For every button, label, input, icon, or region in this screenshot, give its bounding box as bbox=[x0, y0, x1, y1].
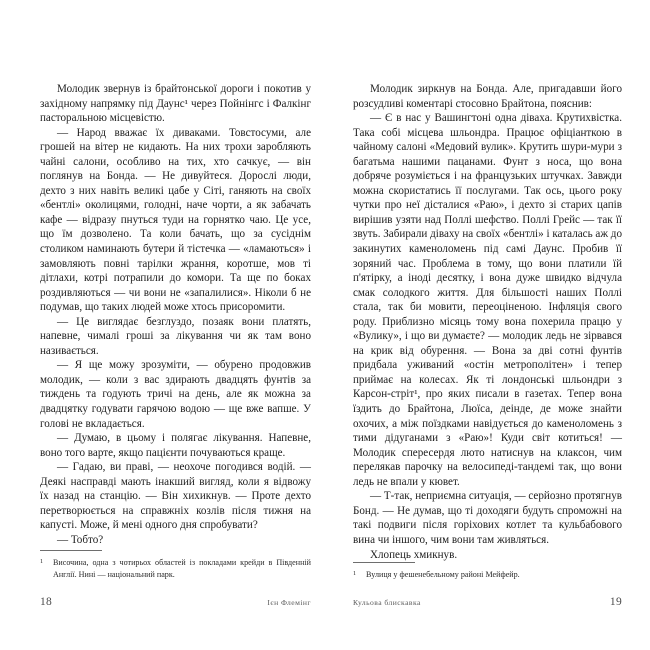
paragraph: — Гадаю, ви праві, — неохоче погодився водій. — Деякі насправді мають інакший вигляд, коли я відвожу їх назад на станцію. — Він хихикнув. — Проте дехто перетворюється на справжніх козлів після тижня на капусті. Може, й мені одного дня спробувати? bbox=[40, 461, 311, 532]
footnote bbox=[353, 569, 622, 580]
left-page-body bbox=[40, 82, 311, 548]
right-page-body bbox=[353, 82, 622, 562]
right-page-footnotes bbox=[353, 562, 622, 580]
paragraph: Молодик зиркнув на Бонда. Але, пригадавши його розсудливі коментарі стосовно Брайтона, пояснив: bbox=[353, 83, 622, 110]
paragraph: — Народ вважає їх диваками. Товстосуми, але грошей на вітер не кидають. На них трохи заробляють чайні салони, особливо на тих, хто сачкує, — він поглянув на Бонда. — Не дивуйтеся. Дорослі люди, дехто з них навіть великі цабе у Сіті, ганяють на своїх «бентлі» околицями, голодні, наче чорти, а як забачать кафе — відразу пнуться туди на горнятко чаю. Це усе, що їм дозволено. Та коли бачать, що за сусіднім столиком наминають бутери й тістечка — «ламаються» і замовляють повні тарілки жрання, коротше, мов ті дітлахи, котрі потрапили до комори. Та ще по боках роздивляються — чи вони не «запалилися». Ніколи б не подумав, що таких людей може хтось присоромити. bbox=[40, 126, 311, 314]
paragraph: — Це виглядає безглуздо, позаяк вони платять, напевне, чималі гроші за лікування чи як там воно називається. bbox=[40, 315, 311, 357]
paragraph: Хлопець хмикнув. bbox=[370, 548, 458, 561]
footnote-text: Вулиця у фешенебельному районі Мейфейр. bbox=[366, 569, 520, 579]
paragraph: — Т-так, неприємна ситуація, — серйозно протягнув Бонд. — Не думав, що ті доходяги будуть спроможні на такі подвиги після горіхових котлет та кульбабового вина чи іншого, чим вони там живляться. bbox=[353, 490, 622, 546]
right-page-footer bbox=[353, 596, 622, 608]
footnote-marker: 1 bbox=[40, 558, 44, 566]
paragraph: Молодик звернув із брайтонської дороги і покотив у західному напрямку під Даунс¹ через Пойнінгс і Фалкінг пасторальною місцевістю. bbox=[40, 83, 311, 125]
left-page-footer bbox=[40, 596, 311, 608]
running-head-author: Ієн Флемінг bbox=[267, 598, 311, 607]
footnote-text: Височина, одна з чотирьох областей із покладами крейди в Південній Англії. Нині — національний парк. bbox=[53, 558, 311, 579]
footnote bbox=[40, 557, 311, 580]
running-head-title: Кульова блискавка bbox=[353, 598, 421, 607]
left-page-footnotes bbox=[40, 550, 311, 580]
footnote-separator-rule bbox=[40, 550, 102, 551]
footnote-marker: 1 bbox=[353, 569, 357, 577]
page-number: 18 bbox=[40, 596, 53, 608]
page-right bbox=[325, 0, 650, 650]
page-number: 19 bbox=[609, 596, 622, 608]
paragraph: — Думаю, в цьому і полягає лікування. Напевне, воно того варте, якщо пацієнти почуваються краще. bbox=[40, 432, 311, 459]
footnote-separator-rule bbox=[353, 562, 415, 563]
paragraph: — Є в нас у Вашингтоні одна діваха. Крутихвістка. Така собі місцева шльондра. Працює офіціанткою в чайному салоні «Медовий вулик». Крутить шури-мури з багатьма нашими пацанами. Фунт з носа, що вона добряче розуміється і на французьких штучках. Завжди можна скористатись її послугами. Так ось, цього року чутки про неї дісталися «Раю», і дехто зі старих цапів вирішив узяти над Поллі шефство. Поллі Грейс — так її звуть. Забирали діваху на своїх «бентлі» і каталась аж до закинутих каменоломень під самі Даунс. Пробив її зоряний час. Проблема в тому, що вони платили їй п'ятірку, а іноді десятку, і вона дуже швидко відчула смак солодкого життя. Для більшості наших Поллі стала, так би мовити, переоціненою. Інфляція свого роду. Приблизно місяць тому вона похерила працю у «Вулику», і що ви думаєте? — молодик ледь не зірвався на крик від обурення. — Вона за дві сотні фунтів придбала уживаний «остін метрополітен» і тепер приймає на колесах. Як ті лондонські шльондри з Карсон-стріт¹, про яких писали в газетах. Тепер вона їздить до Брайтона, Люїса, деінде, де може знайти охочих, а між поїздками навідується до каменоломень з тими дідуганами з «Раю»! Куди світ котиться! — Молодик спересердя люто натиснув на клаксон, чим перелякав парочку на велосипеді-тандемі так, що вони ледь не впали у кювет. bbox=[353, 112, 622, 488]
paragraph: — Тобто? bbox=[57, 533, 104, 546]
paragraph: — Я ще можу зрозуміти, — обурено продовжив молодик, — коли з вас здирають двадцять фунтів за тиждень та годують тричі на день, але як можна за двадцятку годувати гарячою водою — ще вже вапше. У голові не вкладається. bbox=[40, 359, 311, 430]
